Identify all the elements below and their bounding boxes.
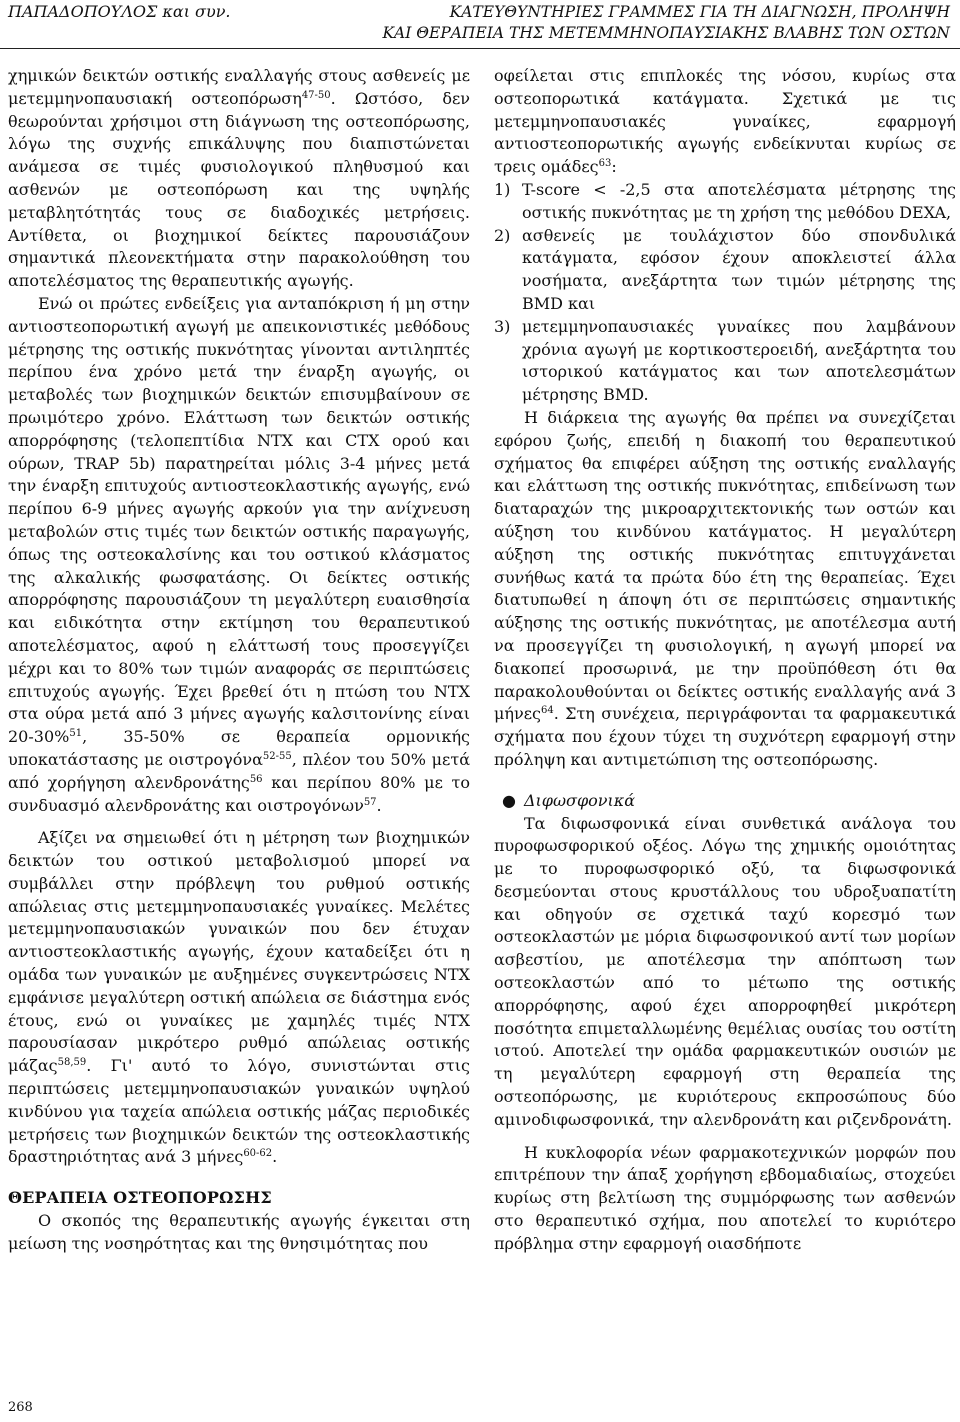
indication-list	[494, 179, 956, 407]
citation: 63	[598, 158, 612, 170]
right-column	[494, 65, 956, 1256]
citation: 57	[363, 796, 377, 808]
right-paragraph-3: Τα διφωσφονικά είναι συνθετικά ανάλογα του πυροφωσφορικού οξέος. Λόγω της χημικής ομοιότητας με το πυροφωσφορικό οξύ, τα διφωσφονικά δεσμεύονται στους κρυστάλλους του υδροξυαπατίτη και οδηγούν σε σχετικά ταχύ κορεσμό των οστεοκλαστών με μόρια διφωσφονικού αντί των μορίων ασβεστίου, με αποτέλεσμα την απόπτωση των οστεοκλαστών από το μέτωπο της οστικής απορρόφησης, αφού έχει απορροφηθεί μικρότερη ποσότητα επιμεταλλωμένης θεμέλιας ουσίας του οστίτη ιστού. Αποτελεί την ομάδα φαρμακευτικών ουσιών με τη μεγαλύτερη εφαρμογή στη θεραπεία της οστεοπόρωσης, με κυριότερους εκπροσώπους δύο αμινοδιφωσφονικά, την αλενδρονάτη και ριζενδρονάτη.	[494, 813, 956, 1129]
citation: 52-55	[262, 750, 292, 762]
section-heading: ΘΕΡΑΠΕΙΑ ΟΣΤΕΟΠΟΡΩΣΗΣ	[8, 1188, 272, 1208]
left-paragraph-2: Ενώ οι πρώτες ενδείξεις για ανταπόκριση ή μη στην αντιοστεοπορωτική αγωγή με απεικονιστικές μεθόδους μέτρησης της οστικής πυκνότητας γίνονται αντιληπτές περίπου ένα χρόνο μετά την έναρξη αγωγής, οι μεταβολές των βιοχημικών δεικτών επισυμβαίνουν σε πρωιμότερο χρόνο. Ελάττωση των δεικτών οστικής απορρόφησης (τελοπεπτίδια NTX και CTX ορού και ούρων, TRAP 5b) παρατηρείται μόλις 3-4 μήνες μετά την έναρξη επιτυχούς αντιοστεοκλαστικής αγωγής, ενώ περίπου 6-9 μήνες αγωγής αρκούν για την ανίχνευση μεταβολών στις τιμές των δεικτών οστικής παραγωγής, όπως της οστεοκαλσίνης και του οστικού κλάσματος της αλκαλικής φωσφατάσης. Οι δείκτες οστικής απορρόφησης παρουσιάζουν τη μεγαλύτερη ευαισθησία και ειδικότητα στην εκτίμηση του θεραπευτικού αποτελέσματος, αφού η ελάττωσή τους προσεγγίζει μέχρι και το 80% των τιμών αναφοράς σε περιπτώσεις επιτυχούς αγωγής. Έχει βρεθεί ότι η πτώση του NTX στα ούρα μετά από 3 μήνες αγωγής καλσιτονίνης είναι 20-30%$^{51}$, 35-50% σε θεραπεία ορμονικής υποκατάστασης με οιστρογόνα$^{52-55}$, πλέον του 50% μετά από χορήγηση αλενδρονάτης$^{56}$ και περίπου 80% με το συνδυασμό αλενδρονάτης και οιστρογόνων$^{57}$.	[8, 293, 471, 815]
list-item: 2) ασθενείς με τουλάχιστον δύο σπονδυλικά κατάγματα, εφόσον έχουν αποκλειστεί άλλα νοσήματα, ανεξάρτητα των τιμών μέτρησης της BMD και	[494, 225, 956, 313]
left-paragraph-4: Ο σκοπός της θεραπευτικής αγωγής έγκειται στη μείωση της νοσηρότητας και της θνησιμότητας που	[8, 1211, 470, 1253]
right-paragraph-4: Η κυκλοφορία νέων φαρμακοτεχνικών μορφών που επιτρέπουν την άπαξ χορήγηση εβδομαδιαίως, στοχεύει κυρίως στη βελτίωση της συμμόρφωσης των ασθενών στο θεραπευτικό σχήμα, που αποτελεί το κυριότερο πρόβλημα στην εφαρμογή οιασδήποτε	[494, 1142, 956, 1253]
subsection-heading: ● Διφωσφονικά	[502, 790, 636, 810]
citation: 47-50	[301, 89, 331, 101]
page-number: 268	[8, 1400, 33, 1415]
citation: 64	[540, 705, 554, 717]
list-item: 1) T-score < -2,5 στα αποτελέσματα μέτρησης της οστικής πυκνότητας με τη χρήση της μεθόδου DEXA,	[494, 179, 956, 222]
running-header-authors: ΠΑΠΑΔΟΠΟΥΛΟΣ και συν.	[8, 2, 231, 21]
bullet-icon: ●	[502, 790, 516, 810]
citation: 56	[249, 773, 263, 785]
right-paragraph-1: οφείλεται στις επιπλοκές της νόσου, κυρίως στα οστεοπορωτικά κατάγματα. Σχετικά με τις μετεμμηνοπαυσιακές γυναίκες, εφαρμογή αντιοστεοπορωτικής αγωγής ενδείκνυται κυρίως σε τρεις ομάδες$^{63}$:	[494, 66, 956, 177]
list-item: 3) μετεμμηνοπαυσιακές γυναίκες που λαμβάνουν χρόνια αγωγή με κορτικοστεροειδή, ανεξάρτητα του ιστορικού κατάγματος και των αποτελεσμάτων μέτρησης BMD.	[494, 316, 956, 405]
running-header-title-line1: ΚΑΤΕΥΘΥΝΤΗΡΙΕΣ ΓΡΑΜΜΕΣ ΓΙΑ ΤΗ ΔΙΑΓΝΩΣΗ, ΠΡΟΛΗΨΗ	[449, 3, 950, 21]
header-rule	[0, 48, 960, 49]
running-header-title	[382, 2, 950, 44]
left-column	[8, 65, 470, 1256]
left-paragraph-1: χημικών δεικτών οστικής εναλλαγής στους ασθενείς με μετεμμηνοπαυσιακή οστεοπόρωση$^{47-50}$. Ωστόσο, δεν θεωρούνται χρήσιμοι στη διάγνωση της οστεοπόρωσης, λόγω της συχνής επικάλυψης που διαπιστώνεται ανάμεσα σε τιμές φυσιολογικού πληθυσμού και ασθενών με οστεοπόρωση και της υψηλής μεταβλητότητάς τους σε διαδοχικές μετρήσεις. Αντίθετα, οι βιοχημικοί δείκτες παρουσιάζουν σημαντικά πλεονεκτήματα στην παρακολούθηση του αποτελέσματος της θεραπευτικής αγωγής.	[8, 66, 471, 291]
citation: 60-62	[243, 1148, 273, 1160]
citation: 58,59	[57, 1057, 87, 1069]
left-paragraph-3: Αξίζει να σημειωθεί ότι η μέτρηση των βιοχημικών δεικτών του οστικού μεταβολισμού μπορεί να συμβάλλει στην πρόβλεψη του ρυθμού οστικής απώλειας στις μετεμμηνοπαυσιακές γυναίκες. Μελέτες μετεμμηνοπαυσιακών γυναικών που δεν έτυχαν αντιοστεοκλαστικής αγωγής, έχουν καταδείξει ότι η ομάδα των γυναικών με αυξημένες συγκεντρώσεις NTX εμφάνισε μεγαλύτερη οστική απώλεια σε διάστημα ενός έτους, ενώ οι γυναίκες με χαμηλές τιμές NTX παρουσίασαν μικρότερο ρυθμό απώλειας οστικής μάζας$^{58,59}$. Γι' αυτό το λόγο, συνιστώνται στις περιπτώσεις μετεμμηνοπαυσιακών γυναικών υψηλού κινδύνου για ταχεία απώλεια οστικής μάζας περιοδικές μετρήσεις των βιοχημικών δεικτών της οστεοκλαστικής δραστηριότητας ανά 3 μήνες$^{60-62}$.	[8, 828, 470, 1167]
running-header-title-line2: ΚΑΙ ΘΕΡΑΠΕΙΑ ΤΗΣ ΜΕΤΕΜΜΗΝΟΠΑΥΣΙΑΚΗΣ ΒΛΑΒΗΣ ΤΩΝ ΟΣΤΩΝ	[382, 24, 950, 42]
right-paragraph-2: Η διάρκεια της αγωγής θα πρέπει να συνεχίζεται εφόρου ζωής, επειδή η διακοπή του θεραπευτικού σχήματος θα επιφέρει αύξηση της οστικής εναλλαγής και ελάττωση της οστικής πυκνότητας, επιδείνωση των διαταραχών της μικροαρχιτεκτονικής των οστών και αύξηση του κινδύνου κατάγματος. Η μεγαλύτερη αύξηση της οστικής πυκνότητας επιτυγχάνεται συνήθως κατά τα πρώτα δύο έτη της θεραπείας. Έχει διατυπωθεί η άποψη ότι σε περιπτώσεις σημαντικής αύξησης της οστικής πυκνότητας, με αποτέλεσμα αυτή να προσεγγίζει τη φυσιολογική, η αγωγή μπορεί να διακοπεί προσωρινά, με την προϋπόθεση ότι θα παρακολουθούνται οι δείκτες οστικής εναλλαγής ανά 3 μήνες$^{64}$. Στη συνέχεια, περιγράφονται τα φαρμακευτικά σχήματα που έχουν τύχει τη συχνότερη εφαρμογή στην πρόληψη και αντιμετώπιση της οστεοπόρωσης.	[494, 407, 956, 769]
citation: 51	[69, 728, 83, 740]
